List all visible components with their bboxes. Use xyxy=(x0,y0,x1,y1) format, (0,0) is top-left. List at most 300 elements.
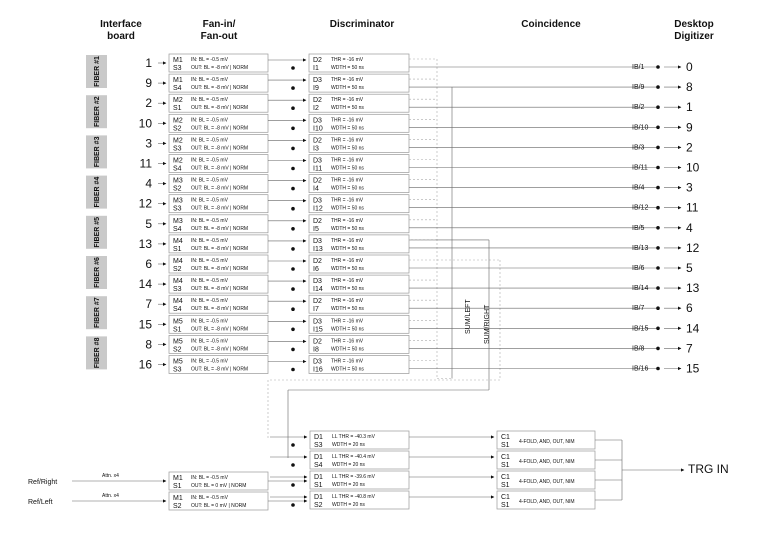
digitizer-input-label: IB/9 xyxy=(632,84,645,92)
fanin-module-id: M5 xyxy=(173,358,183,366)
digitizer-dot xyxy=(656,347,660,351)
digitizer-dot xyxy=(656,327,660,331)
trigger-disc-width: WDTH = 20 ns xyxy=(332,482,365,488)
discriminator-module-id: D2 xyxy=(313,97,322,105)
trigger-dot xyxy=(291,443,295,447)
discriminator-channel-id: I1 xyxy=(313,65,319,72)
trigger-disc-channel-id: S3 xyxy=(314,442,323,449)
digitizer-input-label: IB/8 xyxy=(632,345,645,353)
discriminator-threshold: THR = -16 mV xyxy=(331,217,364,224)
digitizer-channel-number: 13 xyxy=(686,281,700,296)
discriminator-channel-id: I16 xyxy=(313,366,323,374)
header-interface-line1: Interface xyxy=(100,19,142,30)
digitizer-dot xyxy=(656,226,660,230)
interface-channel-number: 11 xyxy=(139,156,152,171)
fanout-dot xyxy=(291,86,295,90)
discriminator-module-id: D2 xyxy=(313,258,322,265)
fanin-module-id: M3 xyxy=(173,217,183,225)
digitizer-input-label: IB/15 xyxy=(632,325,649,333)
fanin-out-setting: OUT: BL = -8 mV | NORM xyxy=(191,346,249,353)
discriminator-width: WDTH = 50 ns xyxy=(331,105,364,112)
channel-row xyxy=(145,335,693,355)
digitizer-dot xyxy=(656,65,660,69)
reference-row xyxy=(28,492,307,510)
digitizer-dot xyxy=(656,246,660,250)
interface-channel-number: 13 xyxy=(138,236,152,251)
digitizer-dot xyxy=(656,286,660,290)
trigger-disc-width: WDTH = 20 ns xyxy=(332,502,365,508)
discriminator-width: WDTH = 50 ns xyxy=(331,366,364,373)
digitizer-dot xyxy=(656,146,660,150)
fanin-in-setting: IN: BL = -0.5 mV xyxy=(191,197,228,204)
fiber-label-6 xyxy=(86,256,107,289)
trg-in-label: TRG IN xyxy=(688,462,729,476)
discriminator-width: WDTH = 50 ns xyxy=(331,165,364,172)
fanout-dot xyxy=(291,287,295,291)
reference-in-setting: IN: BL = -0.5 mV xyxy=(191,475,228,481)
coincidence-setting: 4-FOLD, AND, OUT, NIM xyxy=(519,459,575,465)
fanout-dot xyxy=(291,368,295,372)
digitizer-input-label: IB/13 xyxy=(632,244,649,252)
digitizer-channel-number: 1 xyxy=(686,100,693,115)
fanin-out-setting: OUT: BL = -8 mV | NORM xyxy=(191,125,249,132)
digitizer-channel-number: 2 xyxy=(686,140,693,155)
discriminator-module-id: D3 xyxy=(313,358,322,366)
fanin-channel-id: S4 xyxy=(173,225,182,233)
discriminator-module-id: D2 xyxy=(313,57,322,64)
fanin-channel-id: S1 xyxy=(173,245,182,253)
fanin-out-setting: OUT: BL = -8 mV | NORM xyxy=(191,286,249,293)
fanin-in-setting: IN: BL = -0.5 mV xyxy=(191,318,228,325)
discriminator-module-id: D3 xyxy=(313,237,322,245)
fanin-module-id: M5 xyxy=(173,338,183,346)
discriminator-module-id: D3 xyxy=(313,117,322,125)
fanin-out-setting: OUT: BL = -8 mV | NORM xyxy=(191,205,249,212)
discriminator-threshold: THR = -16 mV xyxy=(331,318,364,325)
channel-row xyxy=(145,295,693,315)
fanout-dot xyxy=(291,328,295,332)
fanin-channel-id: S4 xyxy=(173,85,182,93)
fanin-out-setting: OUT: BL = -8 mV | NORM xyxy=(191,366,249,373)
discriminator-threshold: THR = -16 mV xyxy=(331,97,364,104)
coincidence-channel-id: S1 xyxy=(501,482,510,489)
fanin-out-setting: OUT: BL = -8 mV | NORM xyxy=(191,185,249,192)
header-discriminator: Discriminator xyxy=(329,19,395,30)
trigger-disc-channel-id: S4 xyxy=(314,462,323,469)
digitizer-dot xyxy=(656,126,660,130)
fiber-text: FIBER #4 xyxy=(94,176,101,208)
trigger-disc-module-id: D1 xyxy=(314,434,323,441)
digitizer-input-label: IB/6 xyxy=(632,265,645,272)
discriminator-module-id: D2 xyxy=(313,137,322,145)
trigger-disc-width: WDTH = 20 ns xyxy=(332,462,365,468)
channel-row xyxy=(145,255,693,275)
fanin-out-setting: OUT: BL = -8 mV | NORM xyxy=(191,225,249,232)
discriminator-channel-id: I4 xyxy=(313,185,319,193)
sum-right-label: SUM/RIGHT xyxy=(484,304,491,344)
digitizer-dot xyxy=(656,186,660,190)
trigger-dot xyxy=(291,503,295,507)
coincidence-channel-id: S1 xyxy=(501,502,510,509)
interface-channel-number: 4 xyxy=(145,176,152,191)
trigger-row xyxy=(270,451,622,469)
fanin-module-id: M1 xyxy=(173,57,183,64)
discriminator-channel-id: I12 xyxy=(313,205,323,213)
discriminator-width: WDTH = 50 ns xyxy=(331,145,364,152)
fanout-dot xyxy=(291,207,295,211)
coincidence-module-id: C1 xyxy=(501,454,510,461)
reference-input-label: Ref/Left xyxy=(28,499,53,506)
fanin-channel-id: S3 xyxy=(173,205,182,213)
channel-row xyxy=(139,356,700,376)
reference-row xyxy=(28,472,307,490)
digitizer-channel-number: 8 xyxy=(686,80,693,95)
fiber-text: FIBER #6 xyxy=(94,257,101,288)
discriminator-channel-id: I9 xyxy=(313,85,319,93)
reference-out-setting: OUT: BL = 0 mV | NORM xyxy=(191,483,247,489)
trigger-dot xyxy=(291,463,295,467)
header-fanin-line2: Fan-out xyxy=(200,31,238,42)
fanin-in-setting: IN: BL = -0.5 mV xyxy=(191,237,228,244)
digitizer-dot xyxy=(656,166,660,170)
fanin-channel-id: S2 xyxy=(173,266,182,273)
fanin-module-id: M2 xyxy=(173,117,183,125)
digitizer-input-label: IB/5 xyxy=(632,224,645,232)
reference-out-setting: OUT: BL = 0 mV | NORM xyxy=(191,503,247,509)
discriminator-module-id: D3 xyxy=(313,77,322,85)
digitizer-channel-number: 0 xyxy=(686,60,693,74)
discriminator-width: WDTH = 50 ns xyxy=(331,85,364,92)
fanin-in-setting: IN: BL = -0.5 mV xyxy=(191,137,228,144)
discriminator-width: WDTH = 50 ns xyxy=(331,205,364,212)
fanin-out-setting: OUT: BL = -8 mV | NORM xyxy=(191,326,249,333)
coincidence-setting: 4-FOLD, AND, OUT, NIM xyxy=(519,499,575,505)
coincidence-setting: 4-FOLD, AND, OUT, NIM xyxy=(519,439,575,445)
discriminator-module-id: D3 xyxy=(313,278,322,286)
trigger-disc-channel-id: S2 xyxy=(314,502,323,509)
fiber-text: FIBER #3 xyxy=(94,136,101,168)
coincidence-channel-id: S1 xyxy=(501,462,510,469)
fanout-dot xyxy=(291,187,295,191)
fanin-module-id: M2 xyxy=(173,137,183,145)
discriminator-threshold: THR = -16 mV xyxy=(331,137,364,144)
fanin-channel-id: S2 xyxy=(173,185,182,193)
coincidence-channel-id: S1 xyxy=(501,442,510,449)
fanin-in-setting: IN: BL = -0.5 mV xyxy=(191,57,228,63)
fanin-module-id: M4 xyxy=(173,298,183,306)
digitizer-channel-number: 6 xyxy=(686,301,693,316)
discriminator-width: WDTH = 50 ns xyxy=(331,125,364,132)
digitizer-dot xyxy=(656,266,660,270)
fiber-label-2 xyxy=(86,95,107,128)
trigger-disc-threshold: LL THR = -39.6 mV xyxy=(332,474,375,480)
header-digitizer-line2: Digitizer xyxy=(674,31,714,42)
discriminator-channel-id: I15 xyxy=(313,326,323,334)
channel-row xyxy=(145,215,693,235)
channel-row xyxy=(139,195,699,215)
fanin-in-setting: IN: BL = -0.5 mV xyxy=(191,217,228,224)
fanin-in-setting: IN: BL = -0.5 mV xyxy=(191,177,228,184)
discriminator-threshold: THR = -16 mV xyxy=(331,278,364,285)
discriminator-width: WDTH = 50 ns xyxy=(331,326,364,333)
trigger-row xyxy=(270,431,622,449)
interface-channel-number: 9 xyxy=(145,76,152,91)
header-interface-line2: board xyxy=(107,31,135,42)
digitizer-input-label: IB/10 xyxy=(632,124,649,132)
fanout-dot xyxy=(291,167,295,171)
fanin-module-id: M3 xyxy=(173,197,183,205)
discriminator-channel-id: I3 xyxy=(313,145,319,153)
channel-row xyxy=(145,74,693,94)
fanin-in-setting: IN: BL = -0.5 mV xyxy=(191,258,228,264)
fanout-dot xyxy=(291,127,295,131)
discriminator-channel-id: I2 xyxy=(313,105,319,113)
attenuation-label: Attn. x4 xyxy=(102,473,119,479)
fanout-dot xyxy=(291,247,295,251)
discriminator-module-id: D3 xyxy=(313,157,322,165)
fiber-label-3 xyxy=(86,135,107,168)
discriminator-width: WDTH = 50 ns xyxy=(331,225,364,232)
channel-row xyxy=(145,94,693,114)
sum-left-label: SUM/LEFT xyxy=(465,299,472,334)
fanin-out-setting: OUT: BL = -8 mV | NORM xyxy=(191,306,249,313)
digitizer-dot xyxy=(656,367,660,371)
trigger-disc-channel-id: S1 xyxy=(314,482,323,489)
fanin-channel-id: S4 xyxy=(173,165,182,173)
trigger-row xyxy=(270,471,622,489)
discriminator-width: WDTH = 50 ns xyxy=(331,306,364,313)
discriminator-module-id: D2 xyxy=(313,177,322,185)
discriminator-channel-id: I8 xyxy=(313,346,319,354)
channel-row xyxy=(140,155,700,175)
fanin-module-id: M2 xyxy=(173,97,183,105)
trigger-row xyxy=(270,491,622,509)
fanin-module-id: M4 xyxy=(173,237,183,245)
fiber-label-5 xyxy=(86,216,107,249)
trigger-disc-threshold: LL THR = -40.8 mV xyxy=(332,494,375,500)
fanin-channel-id: S3 xyxy=(173,286,182,294)
digitizer-channel-number: 14 xyxy=(686,321,700,336)
discriminator-width: WDTH = 50 ns xyxy=(331,286,364,293)
interface-channel-number: 2 xyxy=(145,96,152,111)
channel-row xyxy=(145,54,693,74)
reference-channel-id: S2 xyxy=(173,503,182,510)
discriminator-threshold: THR = -16 mV xyxy=(331,258,364,264)
discriminator-module-id: D2 xyxy=(313,217,322,225)
channel-row xyxy=(145,175,693,195)
trigger-disc-width: WDTH = 20 ns xyxy=(332,442,365,448)
fanin-module-id: M2 xyxy=(173,157,183,165)
digitizer-channel-number: 10 xyxy=(686,160,700,175)
fanout-dot xyxy=(291,147,295,151)
discriminator-threshold: THR = -16 mV xyxy=(331,338,364,345)
fanin-in-setting: IN: BL = -0.5 mV xyxy=(191,117,228,124)
fanin-module-id: M5 xyxy=(173,318,183,326)
channel-row xyxy=(139,114,693,134)
fanin-channel-id: S3 xyxy=(173,145,182,153)
interface-channel-number: 10 xyxy=(138,116,152,131)
discriminator-module-id: D3 xyxy=(313,318,322,326)
discriminator-threshold: THR = -16 mV xyxy=(331,157,364,164)
discriminator-threshold: THR = -16 mV xyxy=(331,358,364,365)
reference-channel-id: S1 xyxy=(173,483,182,490)
fanout-dot xyxy=(291,307,295,311)
fanin-module-id: M1 xyxy=(173,77,183,85)
discriminator-width: WDTH = 50 ns xyxy=(331,245,364,252)
fanin-channel-id: S2 xyxy=(173,125,182,133)
coincidence-setting: 4-FOLD, AND, OUT, NIM xyxy=(519,479,575,485)
interface-channel-number: 6 xyxy=(145,257,152,271)
interface-channel-number: 16 xyxy=(138,357,152,372)
reference-input-label: Ref/Right xyxy=(28,479,58,486)
reference-module-id: M1 xyxy=(173,495,183,502)
fanin-module-id: M3 xyxy=(173,177,183,185)
discriminator-channel-id: I7 xyxy=(313,306,319,314)
interface-channel-number: 3 xyxy=(145,136,152,151)
discriminator-module-id: D3 xyxy=(313,197,322,205)
digitizer-dot xyxy=(656,306,660,310)
digitizer-input-label: IB/14 xyxy=(632,285,649,293)
coincidence-module-id: C1 xyxy=(501,434,510,441)
trigger-dot xyxy=(291,483,295,487)
discriminator-threshold: THR = -16 mV xyxy=(331,298,364,305)
fanin-out-setting: OUT: BL = -8 mV | NORM xyxy=(191,266,249,272)
fanin-in-setting: IN: BL = -0.5 mV xyxy=(191,97,228,104)
fanin-channel-id: S4 xyxy=(173,306,182,314)
header-coincidence: Coincidence xyxy=(521,19,581,30)
channel-row xyxy=(139,315,700,335)
fiber-text: FIBER #1 xyxy=(94,56,101,87)
fanin-module-id: M4 xyxy=(173,258,183,265)
digitizer-channel-number: 9 xyxy=(686,120,693,135)
fanin-in-setting: IN: BL = -0.5 mV xyxy=(191,338,228,345)
fanin-channel-id: S2 xyxy=(173,346,182,354)
fiber-label-4 xyxy=(86,176,107,209)
discriminator-channel-id: I11 xyxy=(313,165,323,173)
fiber-label-1 xyxy=(86,55,107,88)
fanin-channel-id: S1 xyxy=(173,326,182,334)
trigger-disc-threshold: LL THR = -40.3 mV xyxy=(332,434,375,440)
fanin-in-setting: IN: BL = -0.5 mV xyxy=(191,278,228,285)
trigger-disc-module-id: D1 xyxy=(314,474,323,481)
fanin-out-setting: OUT: BL = -8 mV | NORM xyxy=(191,145,249,152)
trigger-disc-threshold: LL THR = -40.4 mV xyxy=(332,454,375,460)
discriminator-width: WDTH = 50 ns xyxy=(331,266,364,272)
fanout-dot xyxy=(291,106,295,110)
digitizer-channel-number: 5 xyxy=(686,261,693,275)
discriminator-width: WDTH = 50 ns xyxy=(331,65,364,71)
digitizer-input-label: IB/7 xyxy=(632,305,645,313)
reference-in-setting: IN: BL = -0.5 mV xyxy=(191,495,228,501)
discriminator-width: WDTH = 50 ns xyxy=(331,346,364,353)
fanin-in-setting: IN: BL = -0.5 mV xyxy=(191,77,228,84)
discriminator-threshold: THR = -16 mV xyxy=(331,57,364,63)
interface-channel-number: 8 xyxy=(145,337,152,352)
fanin-channel-id: S3 xyxy=(173,366,182,374)
discriminator-module-id: D2 xyxy=(313,338,322,346)
reference-module-id: M1 xyxy=(173,475,183,482)
fanout-dot xyxy=(291,267,295,271)
discriminator-threshold: THR = -16 mV xyxy=(331,197,364,204)
digitizer-dot xyxy=(656,85,660,89)
digitizer-channel-number: 4 xyxy=(686,220,693,235)
fiber-text: FIBER #8 xyxy=(94,337,101,369)
fiber-text: FIBER #2 xyxy=(94,96,101,128)
fanin-in-setting: IN: BL = -0.5 mV xyxy=(191,358,228,365)
coincidence-module-id: C1 xyxy=(501,494,510,501)
digitizer-channel-number: 11 xyxy=(686,200,699,215)
fanin-out-setting: OUT: BL = -8 mV | NORM xyxy=(191,245,249,252)
interface-channel-number: 7 xyxy=(145,297,152,312)
digitizer-dot xyxy=(656,105,660,109)
digitizer-channel-number: 3 xyxy=(686,180,693,195)
digitizer-input-label: IB/12 xyxy=(632,204,649,212)
digitizer-input-label: IB/2 xyxy=(632,104,645,112)
interface-channel-number: 14 xyxy=(138,277,152,292)
interface-channel-number: 12 xyxy=(138,196,152,211)
digitizer-input-label: IB/1 xyxy=(632,64,645,71)
trigger-disc-module-id: D1 xyxy=(314,494,323,501)
discriminator-channel-id: I10 xyxy=(313,125,323,133)
fanin-out-setting: OUT: BL = -8 mV | NORM xyxy=(191,165,249,172)
discriminator-width: WDTH = 50 ns xyxy=(331,185,364,192)
channel-row xyxy=(145,134,693,154)
fanin-in-setting: IN: BL = -0.5 mV xyxy=(191,157,228,164)
discriminator-threshold: THR = -16 mV xyxy=(331,117,364,124)
digitizer-channel-number: 12 xyxy=(686,240,700,255)
fanin-channel-id: S3 xyxy=(173,65,182,72)
digitizer-input-label: IB/16 xyxy=(632,365,649,373)
fanout-dot xyxy=(291,227,295,231)
fanin-out-setting: OUT: BL = -8 mV | NORM xyxy=(191,85,249,92)
header-digitizer-line1: Desktop xyxy=(674,19,714,30)
fiber-text: FIBER #7 xyxy=(94,297,101,329)
coincidence-module-id: C1 xyxy=(501,474,510,481)
digitizer-channel-number: 15 xyxy=(686,361,700,376)
discriminator-channel-id: I13 xyxy=(313,245,323,253)
discriminator-channel-id: I6 xyxy=(313,266,319,273)
fiber-label-7 xyxy=(86,296,107,329)
channel-row xyxy=(139,275,700,295)
discriminator-threshold: THR = -16 mV xyxy=(331,237,364,244)
fanin-in-setting: IN: BL = -0.5 mV xyxy=(191,298,228,305)
discriminator-channel-id: I14 xyxy=(313,286,323,294)
discriminator-threshold: THR = -16 mV xyxy=(331,77,364,84)
interface-channel-number: 5 xyxy=(145,216,152,231)
interface-channel-number: 1 xyxy=(145,56,152,70)
discriminator-module-id: D2 xyxy=(313,298,322,306)
fanout-dot xyxy=(291,66,295,70)
trigger-disc-module-id: D1 xyxy=(314,454,323,461)
fanin-module-id: M4 xyxy=(173,278,183,286)
digitizer-input-label: IB/11 xyxy=(632,164,648,172)
discriminator-channel-id: I5 xyxy=(313,225,319,233)
discriminator-threshold: THR = -16 mV xyxy=(331,177,364,184)
digitizer-input-label: IB/4 xyxy=(632,184,645,192)
attenuation-label: Attn. x4 xyxy=(102,493,119,499)
digitizer-channel-number: 7 xyxy=(686,341,693,356)
digitizer-input-label: IB/3 xyxy=(632,144,645,152)
fanin-out-setting: OUT: BL = -8 mV | NORM xyxy=(191,105,249,112)
fiber-label-8 xyxy=(86,336,107,369)
interface-channel-number: 15 xyxy=(138,317,152,332)
fiber-text: FIBER #5 xyxy=(94,216,101,248)
fanin-out-setting: OUT: BL = -8 mV | NORM xyxy=(191,65,249,71)
channel-row xyxy=(139,235,700,255)
fanout-dot xyxy=(291,348,295,352)
header-fanin-line1: Fan-in/ xyxy=(202,19,236,30)
fanin-channel-id: S1 xyxy=(173,105,182,113)
